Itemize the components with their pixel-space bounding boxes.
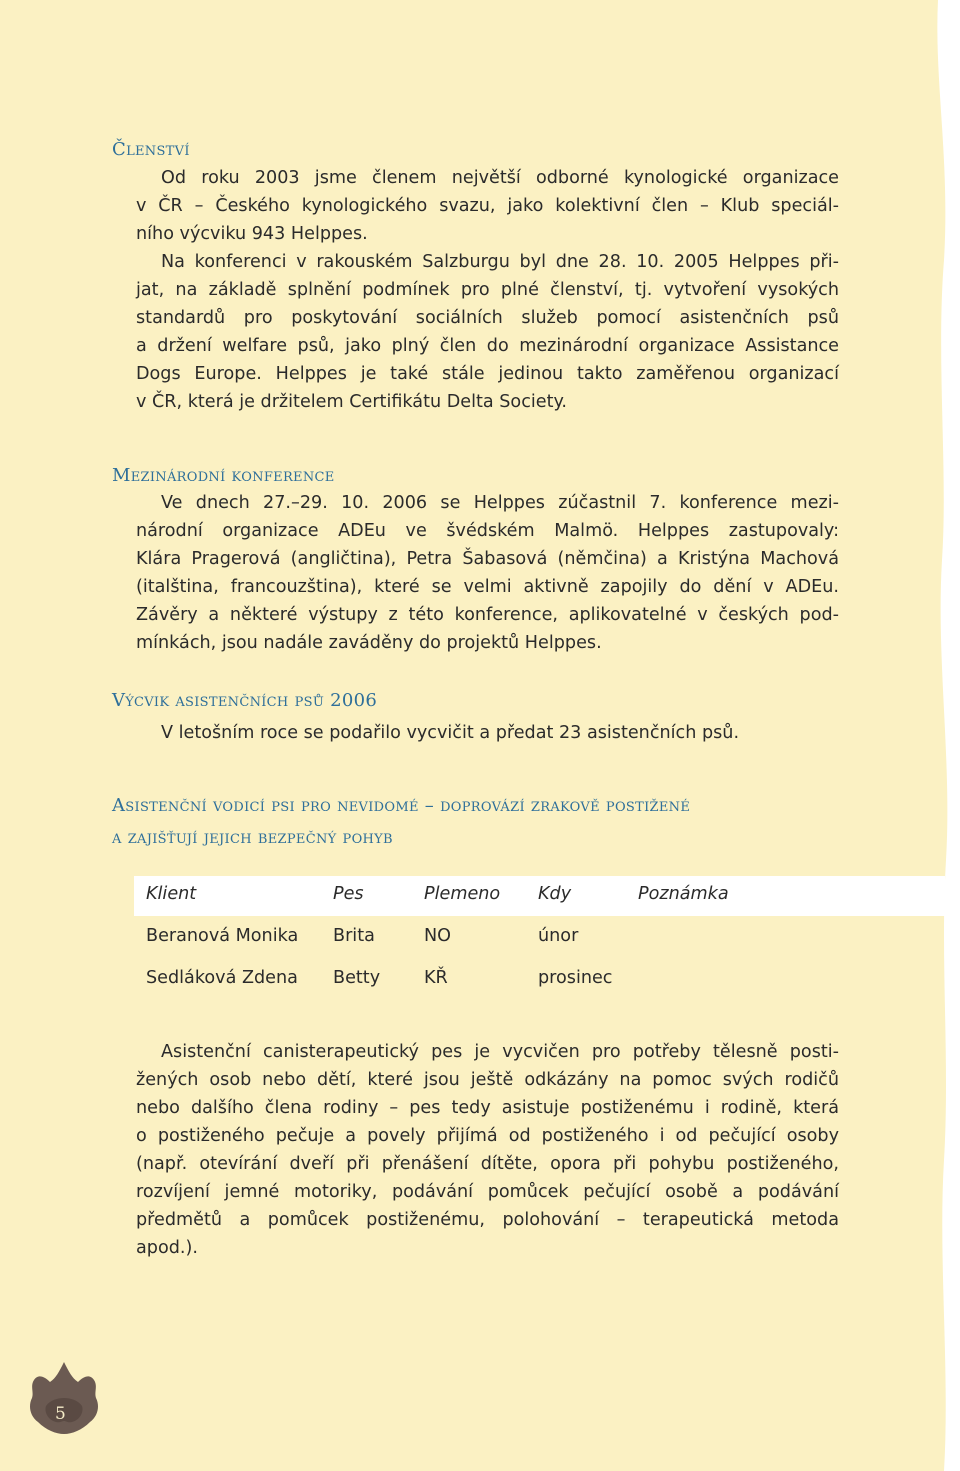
table-cell: KŘ — [424, 968, 448, 988]
page-number: 5 — [55, 1404, 66, 1424]
heading-vodici-line2: a zajišťují jejich bezpečný pohyb — [112, 827, 393, 848]
text-line: a držení welfare psů, jako plný člen do mezinárodní organizace Assistance — [136, 336, 839, 356]
paragraph-konference — [136, 489, 839, 657]
heading-konference: Mezinárodní konference — [112, 465, 335, 486]
text-line: (např. otevírání dveří při přenášení dítěte, opora při pohybu postiženého, — [136, 1154, 839, 1174]
table-cell: Betty — [333, 968, 381, 988]
table-cell: únor — [538, 926, 579, 946]
table-header-kdy: Kdy — [538, 884, 572, 904]
table-header-pes: Pes — [333, 884, 364, 904]
table-cell: Sedláková Zdena — [146, 968, 298, 988]
text-line: jat, na základě splnění podmínek pro plné členství, tj. vytvoření vysokých — [136, 280, 839, 300]
text-line: Závěry a některé výstupy z této konference, aplikovatelné v českých pod- — [136, 605, 839, 625]
table-cell: Beranová Monika — [146, 926, 299, 946]
paragraph-clenstvi — [136, 164, 839, 416]
text-line: (italština, francouzština), které se velmi aktivně zapojily do dění v ADEu. — [136, 577, 839, 597]
text-line: předmětů a pomůcek postiženému, polohování – terapeutická metoda — [136, 1210, 839, 1230]
paragraph-vycvik — [136, 719, 839, 747]
table-header-plemeno: Plemeno — [424, 884, 501, 904]
text-line: národní organizace ADEu ve švédském Malmö. Helppes zastupovaly: — [136, 521, 839, 541]
text-line: Klára Pragerová (angličtina), Petra Šabasová (němčina) a Kristýna Machová — [136, 549, 839, 569]
text-line: žených osob nebo dětí, které jsou ještě odkázány na pomoc svých rodičů — [136, 1070, 839, 1090]
text-line: o postiženého pečuje a povely přijímá od postiženého i od pečující osoby — [136, 1126, 839, 1146]
text-line: Od roku 2003 jsme členem největší odborné kynologické organizace — [161, 168, 839, 188]
text-line: Dogs Europe. Helppes je také stále jedinou takto zaměřenou organizací — [136, 364, 839, 384]
text-line: Ve dnech 27.–29. 10. 2006 se Helppes zúčastnil 7. konference mezi- — [161, 493, 839, 513]
table-cell: NO — [424, 926, 452, 946]
text-line: Asistenční canisterapeutický pes je vycvičen pro potřeby tělesně posti- — [161, 1042, 839, 1062]
heading-clenstvi: Členství — [112, 139, 190, 160]
paw-print-icon — [26, 1360, 102, 1436]
table-header-poznamka: Poznámka — [638, 884, 729, 904]
text-line: V letošním roce se podařilo vycvičit a předat 23 asistenčních psů. — [161, 723, 740, 743]
text-line: apod.). — [136, 1238, 198, 1258]
heading-vodici-line1: Asistenční vodicí psi pro nevidomé – doprovází zrakově postižené — [112, 795, 691, 816]
text-line: mínkách, jsou nadále zaváděny do projektů Helppes. — [136, 633, 602, 653]
table-cell: prosinec — [538, 968, 613, 988]
text-line: rozvíjení jemné motoriky, podávání pomůcek pečující osobě a podávání — [136, 1182, 839, 1202]
paragraph-canisterapie — [136, 1038, 839, 1262]
text-line: standardů pro poskytování sociálních služeb pomocí asistenčních psů — [136, 308, 839, 328]
text-line: Na konferenci v rakouském Salzburgu byl dne 28. 10. 2005 Helppes při- — [161, 252, 839, 272]
table-cell: Brita — [333, 926, 375, 946]
heading-vycvik: Výcvik asistenčních psů 2006 — [112, 690, 378, 711]
text-line: ního výcviku 943 Helppes. — [136, 224, 368, 244]
table-header-klient: Klient — [146, 884, 197, 904]
text-line: v ČR – Českého kynologického svazu, jako kolektivní člen – Klub speciál- — [136, 196, 839, 216]
text-line: nebo dalšího člena rodiny – pes tedy asistuje postiženému i rodině, která — [136, 1098, 839, 1118]
text-line: v ČR, která je držitelem Certifikátu Delta Society. — [136, 392, 567, 412]
